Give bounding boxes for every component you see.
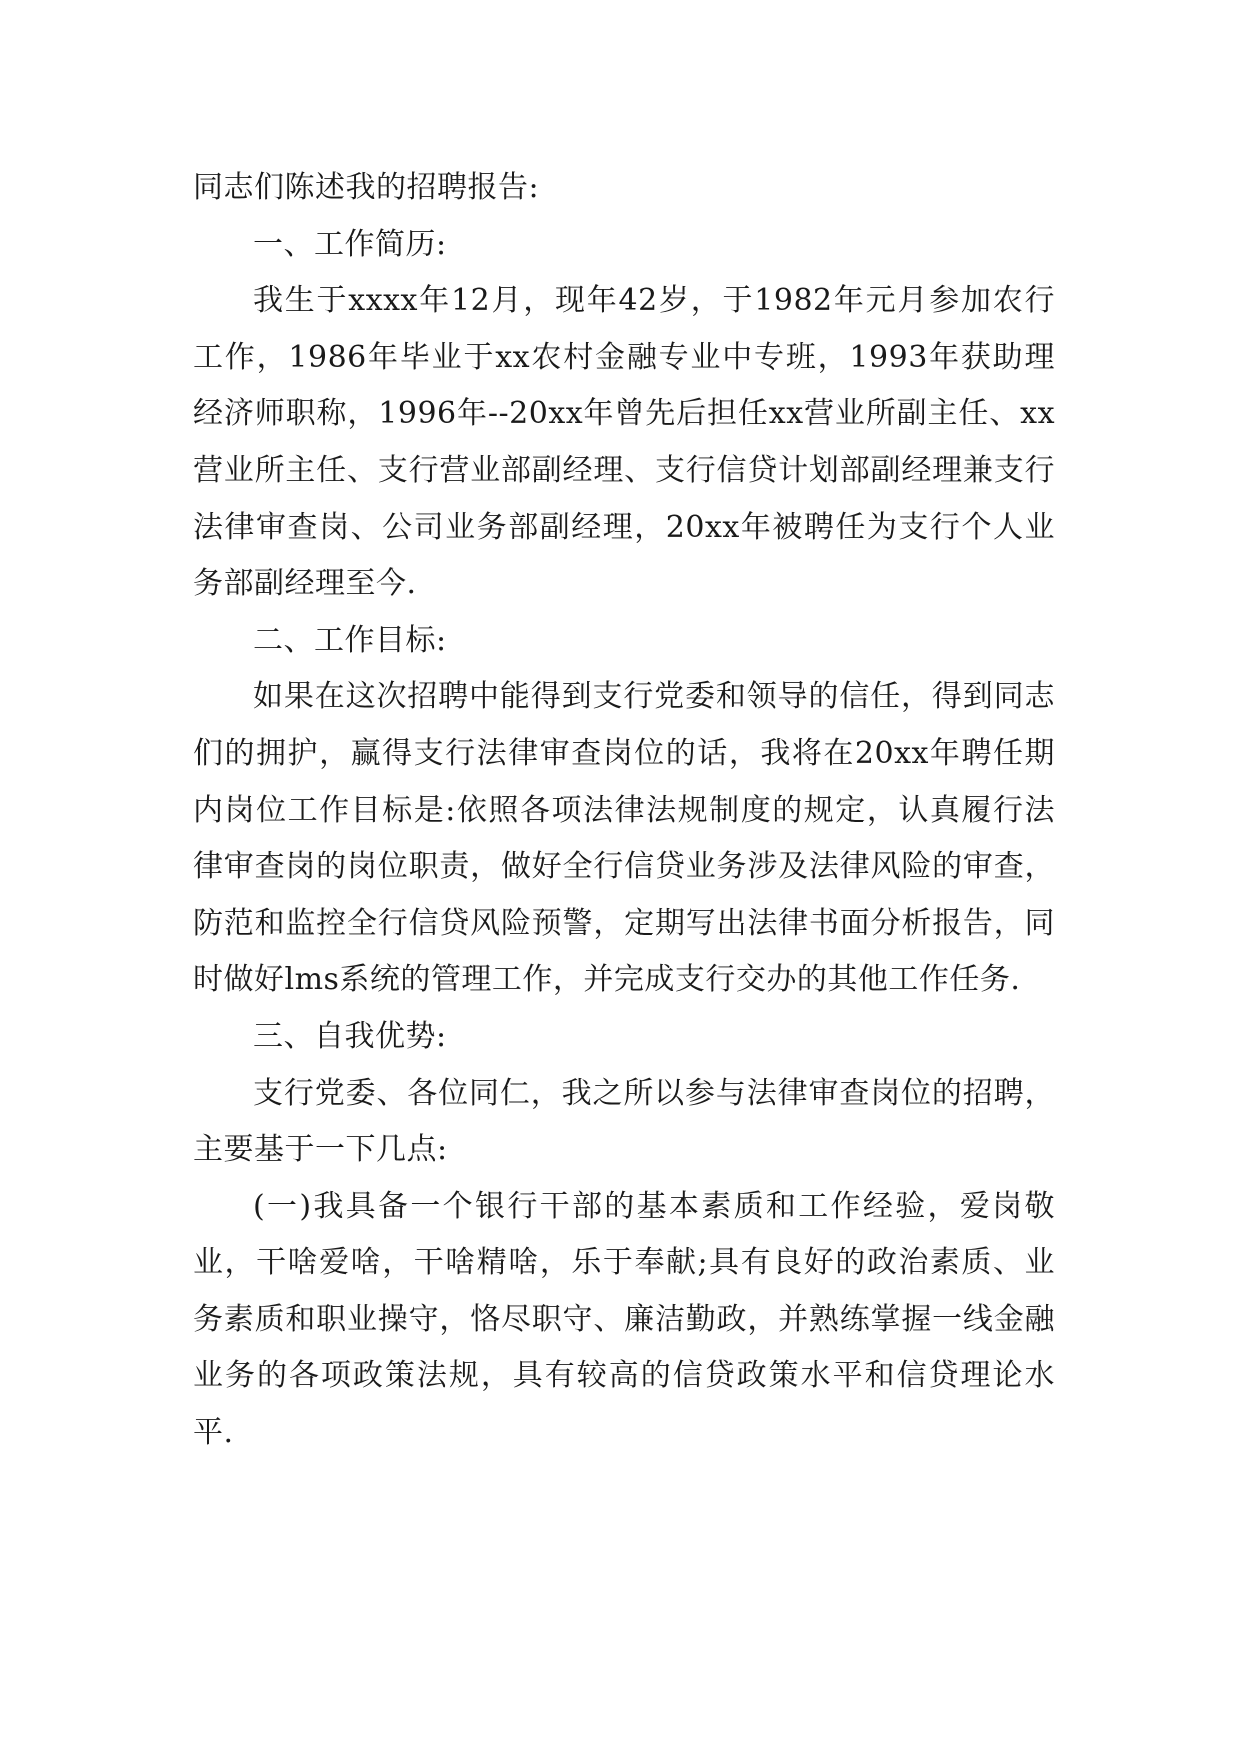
heading-work-history: 一、工作简历: xyxy=(253,226,447,262)
paragraph-work-history: 我生于xxxx年12月，现年42岁，于1982年元月参加农行工作，1986年毕业于xx农村金融专业中专班，1993年获助理经济师职称，1996年--20xx年曾先后担任xx营业所副主任、xx营业所主任、支行营业部副经理、支行信贷计划部副经理兼支行法律审查岗、公司业务部副经理，20xx年被聘任为支行个人业务部副经理至今. xyxy=(193,283,1055,602)
paragraph-work-goals: 如果在这次招聘中能得到支行党委和领导的信任，得到同志们的拥护，赢得支行法律审查岗位的话，我将在20xx年聘任期内岗位工作目标是:依照各项法律法规制度的规定，认真履行法律审查岗的岗位职责，做好全行信贷业务涉及法律风险的审查，防范和监控全行信贷风险预警，定期写出法律书面分析报告，同时做好lms系统的管理工作，并完成支行交办的其他工作任务. xyxy=(193,679,1055,998)
paragraph-strengths-intro: 支行党委、各位同仁，我之所以参与法律审查岗位的招聘，主要基于一下几点: xyxy=(193,1075,1055,1168)
paragraph-strength-1: (一)我具备一个银行干部的基本素质和工作经验，爱岗敬业，干啥爱啥，干啥精啥，乐于奉献;具有良好的政治素质、业务素质和职业操守，恪尽职守、廉洁勤政，并熟练掌握一线金融业务的各项政策法规，具有较高的信贷政策水平和信贷理论水平. xyxy=(193,1188,1055,1451)
heading-work-goals: 二、工作目标: xyxy=(253,622,447,658)
heading-self-strengths: 三、自我优势: xyxy=(253,1018,447,1054)
document-body xyxy=(193,160,1055,1462)
paragraph-intro: 同志们陈述我的招聘报告: xyxy=(193,170,540,205)
